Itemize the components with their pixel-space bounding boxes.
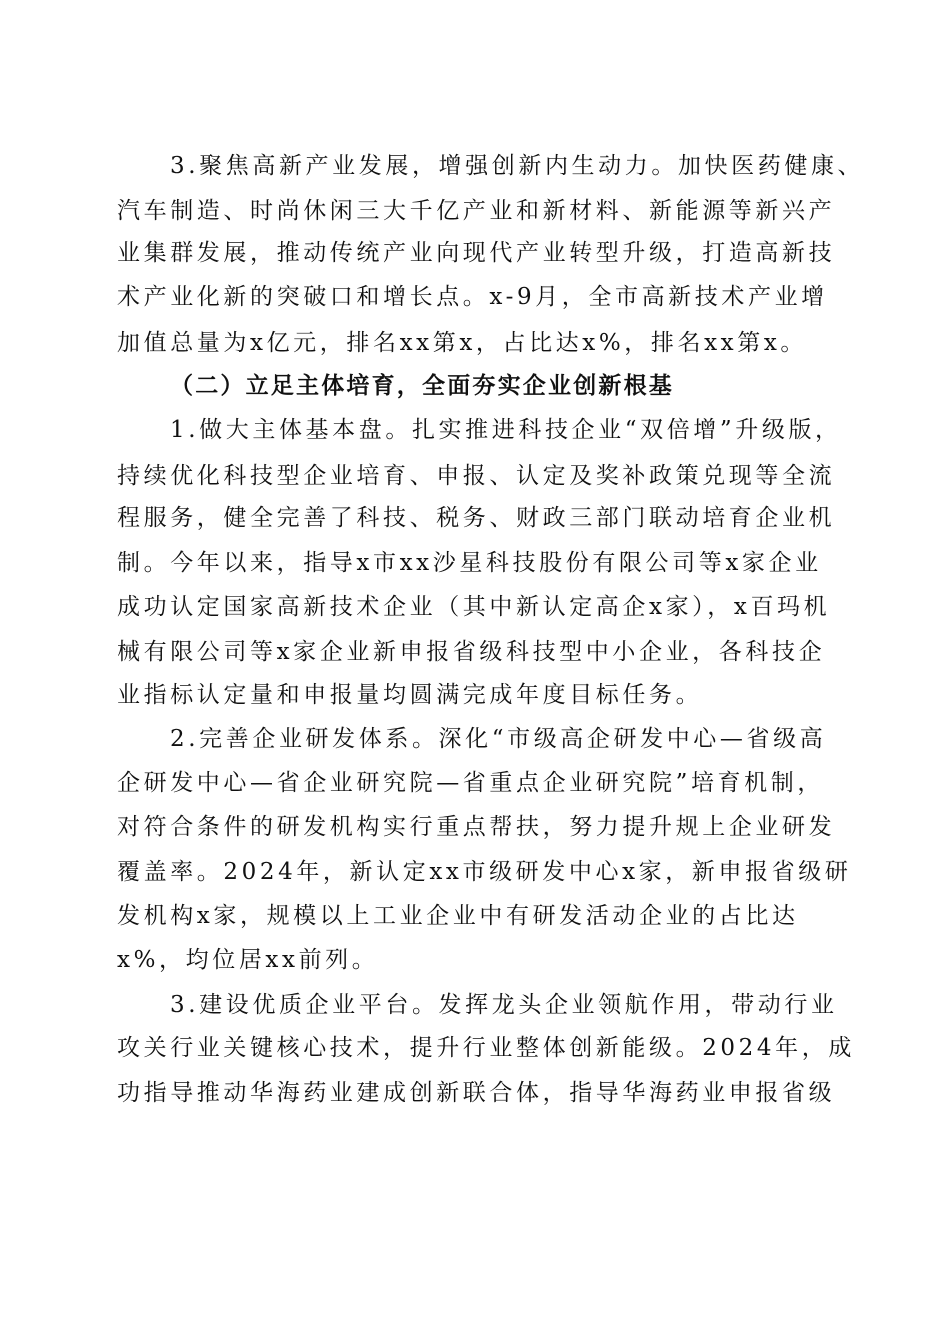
paragraph-line: 成功认定国家高新技术企业（其中新认定高企x家），x百玛机	[117, 594, 831, 620]
section-heading-text: （二）立足主体培育，全面夯实企业创新根基	[170, 373, 674, 399]
paragraph-line: 业集群发展，推动传统产业向现代产业转型升级，打造高新技	[117, 240, 836, 266]
paragraph-line: 加值总量为x亿元，排名xx第x，占比达x%，排名xx第x。	[117, 330, 808, 356]
paragraph-line: 覆盖率。2024年，新认定xx市级研发中心x家，新申报省级研	[117, 859, 852, 885]
paragraph-line: 制。今年以来，指导x市xx沙星科技股份有限公司等x家企业	[117, 550, 822, 576]
paragraph-line: 攻关行业关键核心技术，提升行业整体创新能级。2024年，成	[117, 1035, 855, 1061]
paragraph-line: 汽车制造、时尚休闲三大千亿产业和新材料、新能源等新兴产	[117, 198, 836, 224]
paragraph-line: 对符合条件的研发机构实行重点帮扶，努力提升规上企业研发	[117, 814, 836, 840]
paragraph-line: 3.聚焦高新产业发展，增强创新内生动力。加快医药健康、	[170, 153, 865, 179]
paragraph-line: 企研发中心—省企业研究院—省重点企业研究院”培育机制，	[117, 770, 824, 796]
paragraph-line: 3.建设优质企业平台。发挥龙头企业领航作用，带动行业	[170, 992, 838, 1018]
paragraph-line: 业指标认定量和申报量均圆满完成年度目标任务。	[117, 682, 703, 708]
paragraph-line: 2.完善企业研发体系。深化“市级高企研发中心—省级高	[170, 726, 827, 752]
paragraph-line: 发机构x家，规模以上工业企业中有研发活动企业的占比达	[117, 903, 799, 929]
paragraph-line: x%，均位居xx前列。	[117, 947, 379, 973]
paragraph-line: 程服务，健全完善了科技、税务、财政三部门联动培育企业机	[117, 505, 836, 531]
paragraph-line: 术产业化新的突破口和增长点。x-9月，全市高新技术产业增	[117, 284, 828, 310]
paragraph-line: 械有限公司等x家企业新申报省级科技型中小企业，各科技企	[117, 639, 826, 665]
paragraph-line: 功指导推动华海药业建成创新联合体，指导华海药业申报省级	[117, 1080, 836, 1106]
paragraph-line: 持续优化科技型企业培育、申报、认定及奖补政策兑现等全流	[117, 463, 836, 489]
paragraph-line: 1.做大主体基本盘。扎实推进科技企业“双倍增”升级版，	[170, 417, 842, 443]
